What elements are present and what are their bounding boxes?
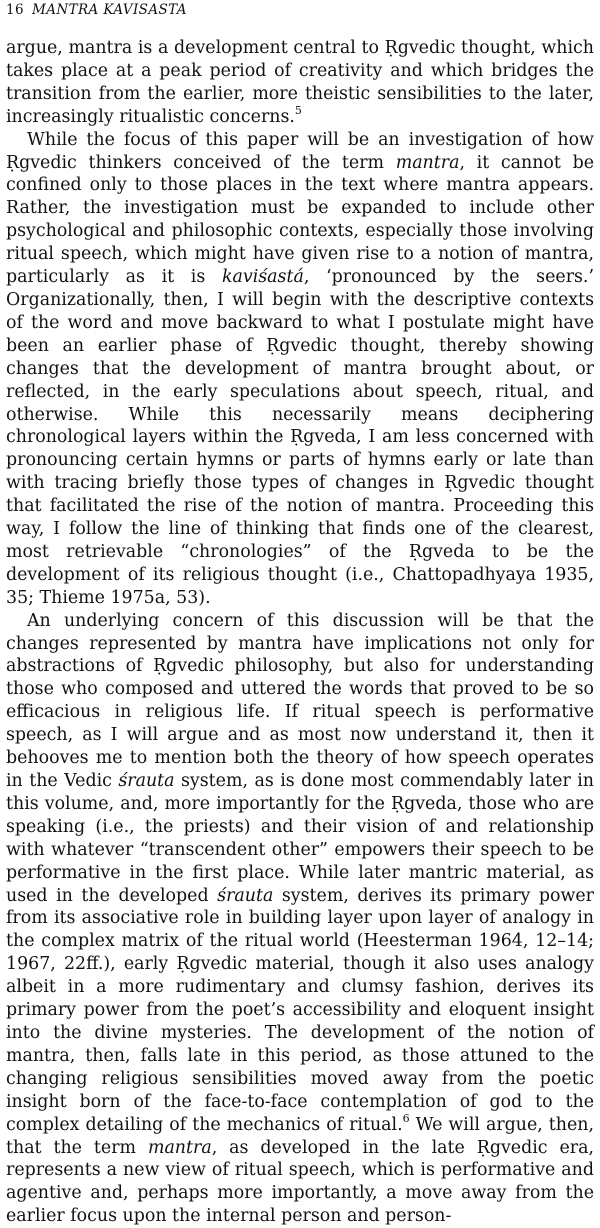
text-run: system, as is done most commendably later in this volume, and, more importantly for the Ṛgveda, those who are speaking (i.e., the priests) and their vision of and relationship with whatever “transcendent other” empowers their speech to be performative in the first place. While later mantric material, as used in the developed [6, 771, 595, 906]
text-run: , it cannot be confined only to those places in the text where mantra appears. Rather, the investigation must be expanded to include other psychological and philosophic contexts, especially those involving ritual speech, which might have given rise to a notion of mantra, particularly as it is [6, 152, 594, 288]
text-run: We will argue, then, that the term [6, 1114, 595, 1158]
paragraph [6, 129, 594, 610]
text-run: , as developed in the late Ṛgvedic era, represents a new view of ritual speech, which is performative and agentive and, perhaps more importantly, a move away from the earlier focus upon the internal person and person- [6, 1137, 594, 1227]
running-head-title: MANTRA KAVISASTA [31, 2, 187, 18]
body-text [6, 37, 594, 1228]
italic-term: mantra [395, 152, 460, 173]
text-run: An underlying concern of this discussion will be that the changes represented by mantra have implications not only for abstractions of Ṛgvedic philosophy, but also for understanding those who composed and uttered the words that proved to be so efficacious in religious life. If ritual speech is performative speech, as I will argue and as most now understand it, then it behooves me to mention both the theory of how speech operates in the Vedic [6, 610, 594, 791]
running-head [6, 0, 187, 20]
text-run: argue, mantra is a development central to Ṛgvedic thought, which takes place at a peak period of creativity and which bridges the transition from the earlier, more theistic sensibilities to the later, increasingly ritualistic concerns. [6, 38, 594, 127]
text-run: , ‘pronounced by the seers.’ Organizationally, then, I will begin with the descriptive contexts of the word and move backward to what I postulate might have been an earlier phase of Ṛgvedic thought, thereby showing changes that the development of mantra brought about, or reflected, in the early speculations about speech, ritual, and otherwise. While this necessarily means deciphering chronological layers within the Ṛgveda, I am less concerned with pronouncing certain hymns or parts of hymns early or late than with tracing briefly those types of changes in Ṛgvedic thought that facilitated the rise of the notion of mantra. Proceeding this way, I follow the line of thinking that finds one of the clearest, most retrievable “chronologies” of the Ṛgveda to be the development of its religious thought (i.e., Chattopadhyaya 1935, 35; Thieme 1975a, 53). [6, 267, 594, 608]
text-run: system, derives its primary power from its associative role in building layer upon layer of analogy in the complex matrix of the ritual world (Heesterman 1964, 12–14; 1967, 22ff.), early Ṛgvedic material, though it also uses analogy albeit in a more rudimentary and clumsy fashion, derives its primary power from the poet’s accessibility and eloquent insight into the divine mysteries. The development of the notion of mantra, then, falls late in this period, as those attuned to the changing religious sensibilities moved away from the poetic insight born of the face-to-face contemplation of god to the complex detailing of the mechanics of ritual. [6, 885, 594, 1135]
paragraph [6, 610, 594, 1228]
text-run: While the focus of this paper will be an investigation of how Ṛgvedic thinkers conceived of the term [6, 129, 594, 173]
italic-term: mantra [147, 1137, 212, 1158]
italic-term: kaviśastá [221, 267, 304, 288]
italic-term: śrauta [118, 771, 175, 791]
page-number: 16 [6, 2, 24, 18]
italic-term: śrauta [217, 885, 274, 906]
footnote-ref: 6 [402, 1111, 410, 1125]
paragraph [6, 37, 594, 129]
book-page [6, 0, 595, 1227]
footnote-ref: 5 [294, 103, 302, 117]
